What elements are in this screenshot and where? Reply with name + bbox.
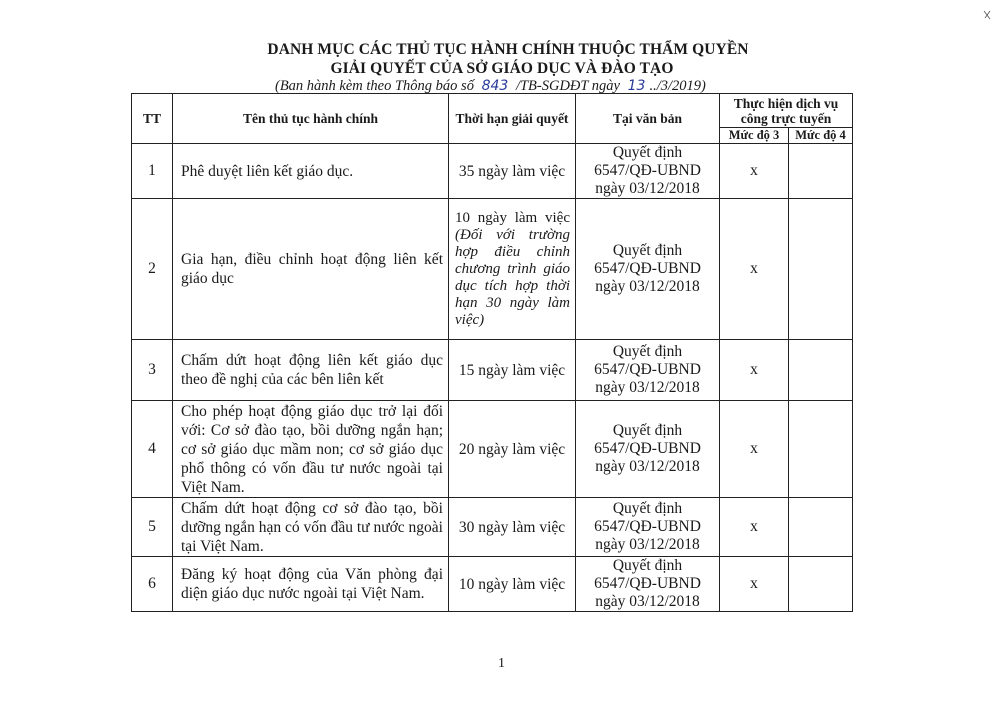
row-tt: 3 bbox=[132, 340, 173, 401]
document-title-line-2: GIẢI QUYẾT CỦA SỞ GIÁO DỤC VÀ ĐÀO TẠO bbox=[330, 60, 674, 77]
table-row bbox=[132, 144, 853, 199]
row-level-4 bbox=[789, 199, 853, 340]
doc-type: Quyết định bbox=[612, 242, 683, 259]
doc-date: ngày 03/12/2018 bbox=[595, 180, 700, 197]
doc-type: Quyết định bbox=[612, 422, 683, 439]
doc-date: ngày 03/12/2018 bbox=[595, 278, 700, 295]
header-duration: Thời hạn giải quyết bbox=[449, 94, 576, 144]
row-tt: 5 bbox=[132, 498, 173, 557]
doc-date: ngày 03/12/2018 bbox=[595, 458, 700, 475]
row-level-3: x bbox=[720, 401, 789, 498]
doc-number: 6547/QĐ-UBND bbox=[594, 575, 701, 592]
doc-date: ngày 03/12/2018 bbox=[595, 379, 700, 396]
row-document bbox=[576, 498, 720, 557]
doc-date: ngày 03/12/2018 bbox=[595, 593, 700, 610]
header-online-service: Thực hiện dịch vụ công trực tuyến bbox=[720, 94, 853, 128]
doc-number: 6547/QĐ-UBND bbox=[594, 361, 701, 378]
doc-type: Quyết định bbox=[612, 343, 683, 360]
doc-type: Quyết định bbox=[612, 144, 683, 161]
row-document bbox=[576, 557, 720, 612]
page-number: 1 bbox=[498, 656, 505, 671]
row-procedure-name: Phê duyệt liên kết giáo dục. bbox=[173, 144, 449, 199]
handwritten-notice-number: 843 bbox=[481, 78, 509, 94]
row-level-4 bbox=[789, 144, 853, 199]
row-document bbox=[576, 144, 720, 199]
table-row bbox=[132, 498, 853, 557]
subtitle-suffix: ../3/2019) bbox=[649, 78, 706, 94]
doc-type: Quyết định bbox=[612, 557, 683, 574]
document-title-line-1: DANH MỤC CÁC THỦ TỤC HÀNH CHÍNH THUỘC THẨM QUYỀN bbox=[267, 41, 749, 58]
row-level-4 bbox=[789, 498, 853, 557]
procedures-table bbox=[131, 93, 853, 612]
row-tt: 6 bbox=[132, 557, 173, 612]
row-duration: 20 ngày làm việc bbox=[449, 401, 576, 498]
doc-number: 6547/QĐ-UBND bbox=[594, 162, 701, 179]
row-level-3: x bbox=[720, 340, 789, 401]
row-level-4 bbox=[789, 340, 853, 401]
row-document bbox=[576, 199, 720, 340]
row-level-4 bbox=[789, 401, 853, 498]
doc-number: 6547/QĐ-UBND bbox=[594, 260, 701, 277]
table-row bbox=[132, 401, 853, 498]
doc-date: ngày 03/12/2018 bbox=[595, 536, 700, 553]
row-tt: 4 bbox=[132, 401, 173, 498]
row-procedure-name: Chấm dứt hoạt động liên kết giáo dục theo đề nghị của các bên liên kết bbox=[173, 340, 449, 401]
header-document: Tại văn bản bbox=[576, 94, 720, 144]
subtitle-prefix: (Ban hành kèm theo Thông báo số bbox=[275, 78, 474, 94]
row-tt: 2 bbox=[132, 199, 173, 340]
row-level-3: x bbox=[720, 498, 789, 557]
doc-number: 6547/QĐ-UBND bbox=[594, 440, 701, 457]
doc-number: 6547/QĐ-UBND bbox=[594, 518, 701, 535]
duration-note: (Đối với trường hợp điều chỉnh chương trình giáo dục tích hợp thời hạn 30 ngày làm việc) bbox=[455, 226, 570, 328]
duration-text bbox=[455, 210, 570, 328]
row-procedure-name: Gia hạn, điều chỉnh hoạt động liên kết giáo dục bbox=[173, 199, 449, 340]
row-level-3: x bbox=[720, 557, 789, 612]
subtitle-mid: /TB-SGDĐT ngày bbox=[515, 78, 620, 94]
table-row bbox=[132, 340, 853, 401]
duration-main: 10 ngày làm việc bbox=[455, 209, 570, 226]
row-tt: 1 bbox=[132, 144, 173, 199]
scan-mark-icon bbox=[982, 10, 992, 20]
row-document bbox=[576, 401, 720, 498]
table-row bbox=[132, 199, 853, 340]
table-row bbox=[132, 557, 853, 612]
handwritten-day: 13 bbox=[627, 78, 646, 94]
header-level-4: Mức độ 4 bbox=[789, 128, 853, 144]
header-level-3: Mức độ 3 bbox=[720, 128, 789, 144]
row-procedure-name: Chấm dứt hoạt động cơ sở đào tạo, bồi dưỡng ngắn hạn có vốn đầu tư nước ngoài tại Việt Nam. bbox=[173, 498, 449, 557]
row-duration: 30 ngày làm việc bbox=[449, 498, 576, 557]
row-level-4 bbox=[789, 557, 853, 612]
row-level-3: x bbox=[720, 144, 789, 199]
row-duration: 15 ngày làm việc bbox=[449, 340, 576, 401]
header-tt: TT bbox=[132, 94, 173, 144]
row-document bbox=[576, 340, 720, 401]
row-procedure-name: Cho phép hoạt động giáo dục trở lại đối với: Cơ sở đào tạo, bồi dưỡng ngắn hạn; cơ sở giáo dục mầm non; cơ sở giáo dục phổ thông có vốn đầu tư nước ngoài tại Việt Nam. bbox=[173, 401, 449, 498]
row-level-3: x bbox=[720, 199, 789, 340]
table-header-row bbox=[132, 94, 853, 128]
row-procedure-name: Đăng ký hoạt động của Văn phòng đại diện giáo dục nước ngoài tại Việt Nam. bbox=[173, 557, 449, 612]
row-duration: 10 ngày làm việc bbox=[449, 557, 576, 612]
row-duration: 35 ngày làm việc bbox=[449, 144, 576, 199]
header-procedure-name: Tên thủ tục hành chính bbox=[173, 94, 449, 144]
doc-type: Quyết định bbox=[612, 500, 683, 517]
row-duration bbox=[449, 199, 576, 340]
